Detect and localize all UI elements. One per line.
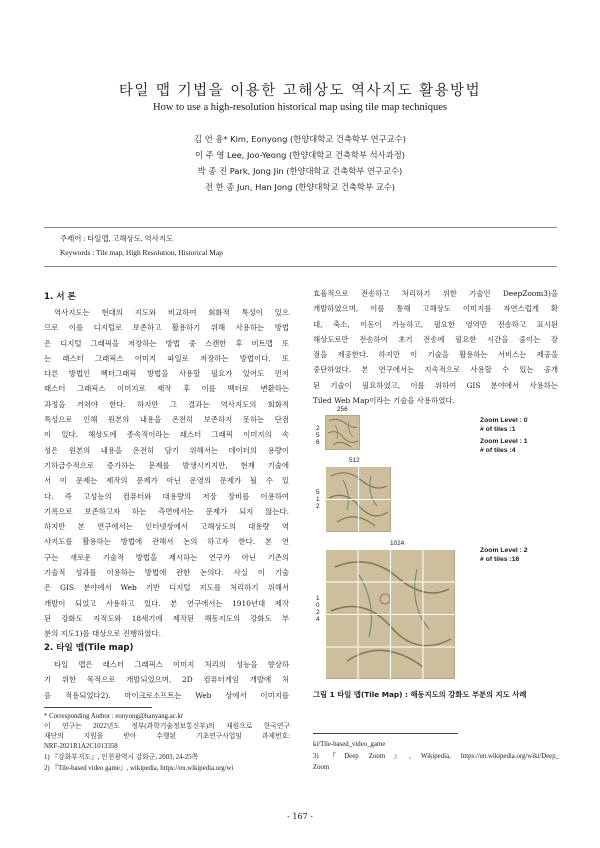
zoom-level-0-info [480, 416, 528, 434]
text-line: 된 강화도 지적도와 18세기에 제작된 해동지도의 강화도 부 [44, 613, 289, 623]
text-line: 타일 맵은 래스터 그래픽스 이미지 처리의 성능을 향상하 [54, 660, 289, 669]
text-line: 음 적용되었다2). 마이크로소프트는 Web 상에서 이미지를 [44, 690, 289, 700]
text-line: 은 디지털 그래픽을 저장하는 방법 중 스캔한 후 비트맵 또 [44, 338, 289, 348]
section-1-heading: 1. 서 론 [44, 292, 76, 302]
text-line: 므로 이를 디지털로 보존하고 활용하기 위해 사용하는 방법 [44, 323, 289, 333]
tile-size-label: 512 [349, 457, 360, 464]
footnote-rule [44, 707, 152, 708]
tile-size-label: 256 [337, 406, 348, 413]
right-column-body [313, 286, 558, 408]
zoom-level-1-info-block [480, 437, 528, 455]
text-line: 대, 축소, 이동이 가능하고, 필요한 영역만 전송하고 표시된 [313, 319, 558, 329]
text-line: 기술적 성과를 이용하는 방법에 관한 논의다. 사실 이 기술 [44, 568, 289, 578]
funding-line: 재단의 지원을 받아 수행된 기초연구사업임 과제번호: [44, 733, 290, 740]
section-2-body [44, 657, 289, 703]
footnote-rule [313, 733, 458, 734]
section-2-heading: 2. 타일 맵(Tile map) [44, 643, 134, 653]
footnote: 3) 『Deep Zoom』, Wikipedia, https://en.wikipedia.org/wiki/Deep_ [313, 753, 559, 760]
tile-count-label: # of tiles :1 [480, 426, 516, 433]
zoom-level-label: Zoom Level : 1 [480, 438, 528, 445]
keywords-korean: 주제어 : 타일맵, 고해상도, 역사지도 [60, 234, 174, 243]
author-line: 박 종 진 Park, Jong Jin (한양대학교 건축학부 연구교수) [197, 166, 403, 176]
text-line: 기하급수적으로 증가하는 문제를 발생시키지만, 현재 기술에 [44, 460, 289, 470]
section-1-body [44, 305, 289, 642]
text-line: 해상도로만 전송하여 초기 전송에 필요한 시간을 줄이는 장 [313, 334, 558, 344]
keywords-english: Keywords : Tile map, High Resolution, Historical Map [60, 248, 223, 257]
text-line: 개발하였으며, 이를 통해 고해상도 이미지를 자연스럽게 확 [313, 304, 558, 314]
text-line: 분의 지도1)를 대상으로 진행하였다. [44, 629, 161, 639]
page-number: - 167 - [287, 812, 313, 821]
text-line: 기록으로 보존하고자 하는 측면에서는 문제가 되지 않는다. [44, 506, 289, 516]
footnote: 2) 『Tile-based video game』, wikipedia, https://en.wikipedia.org/wi [44, 765, 234, 772]
footnote-continuation: ki/Tile-based_video_game [313, 741, 386, 748]
paper-title-english: How to use a high-resolution historical map using tile map techniques [153, 102, 447, 113]
author-line: 김 언 용* Kim, Eonyong (한양대학교 건축학부 연구교수) [194, 134, 406, 144]
text-line: 구는 새로운 기술적 방법을 제시하는 연구가 아닌 기존의 [44, 552, 289, 562]
text-line: 다. 즉 고성능의 컴퓨터와 대용량의 저장 장비를 이용하여 [44, 491, 289, 501]
footnote: Zoom [313, 764, 330, 771]
text-line: 는 래스터 그래픽스 이미지 파일로 저장하는 방법이다. 또 [44, 353, 289, 363]
text-line: 기 위한 목적으로 개발되었으며, 2D 컴퓨터게임 개발에 처 [44, 675, 289, 685]
funding-line: 이 연구는 2022년도 정부(과학기술정보통신부)의 재원으로 한국연구 [44, 723, 290, 730]
tile-count-label: # of tiles :4 [480, 447, 516, 454]
text-line: 서 이 문제는 제작의 문제가 아닌 운영의 문제가 될 수 있 [44, 476, 289, 486]
tile-map-figure [308, 405, 560, 685]
text-line: 은 GIS 분야에서 Web 기반 디지털 지도를 처리하기 위해서 [44, 583, 289, 593]
zoom-level-2-info [480, 546, 528, 564]
text-line: Tiled Web Map이라는 기술을 사용하였다. [313, 396, 455, 406]
tile-size-label: 1024 [390, 540, 405, 547]
footnote: 1) 『강화부지도』, 인천광역시 강화군, 2003, 24-25쪽 [44, 754, 199, 761]
text-line: 중단하였다. 본 연구에서는 지속적으로 사용할 수 있는 공개 [313, 365, 558, 375]
tile-grid-level-2 [325, 549, 455, 679]
author-line: 전 한 종 Jun, Han Jong (한양대학교 건축학부 교수) [204, 182, 395, 192]
tile-size-label-vertical: 256 [316, 425, 320, 446]
zoom-level-label: Zoom Level : 2 [480, 547, 528, 554]
text-line: 역사지도는 현대의 지도와 비교하여 회화적 특성이 있으 [54, 308, 289, 317]
text-line: 하지만 본 연구에서는 인터넷상에서 고해상도의 대용량 역 [44, 522, 289, 532]
tile-count-label: # of tiles :16 [480, 556, 520, 563]
text-line: 성은 원본의 내용을 온전히 담기 위해서는 데이터의 용량이 [44, 445, 289, 455]
paper-title-korean: 타일 맵 기법을 이용한 고해상도 역사지도 활용방법 [118, 83, 482, 99]
figure-caption: 그림 1 타일 맵(Tile Map) : 해동지도의 강화도 부분의 지도 사례 [313, 690, 527, 699]
text-line: 사지도를 활용하는 방법에 관해서 논의 하고자 한다. 본 연 [44, 537, 289, 547]
corresponding-author: * Corresponding Author : eonyong@hanyang.ac.kr [44, 713, 184, 720]
text-line: 개발이 되었고 사용하고 있다. 본 연구에서는 1910년대 제작 [44, 598, 289, 608]
text-line: 된 기술이 필요하였고, 이를 위하여 GIS 분야에서 사용하는 [313, 380, 558, 390]
author-line: 이 주 영 Lee, Joo-Yeong (한양대학교 건축학부 석사과정) [195, 150, 405, 160]
text-line: 래스터 그래픽스 이미지로 제작 후 이를 벡터로 변환하는 [44, 384, 289, 394]
tile-size-label-vertical: 1024 [316, 595, 320, 623]
funding-line: NRF-2021R1A2C1013358 [44, 743, 118, 750]
text-line: 이 있다. 해상도에 종속적이라는 래스터 그래픽 이미지의 속 [44, 430, 289, 440]
text-line: 효율적으로 전송하고 처리하기 위한 기술인 DeepZoom3)을 [313, 289, 558, 298]
zoom-level-label: Zoom Level : 0 [480, 417, 528, 424]
map-image-level-0 [325, 415, 360, 450]
tile-grid-level-1 [325, 466, 391, 532]
text-line: 과정을 거쳐야 한다. 하지만 그 결과는 역사지도의 회화적 [44, 399, 289, 409]
text-line: 점을 제공한다. 하지만 이 기술을 활용하는 서비스는 제공을 [313, 350, 558, 360]
text-line: 다른 방법인 벡터그래픽 방법을 사용할 필요가 있어도 먼저 [44, 369, 289, 379]
text-line: 특성으로 인해 원본의 내용을 온전히 보존하지 못하는 단점 [44, 415, 289, 425]
tile-size-label-vertical: 512 [316, 489, 320, 510]
